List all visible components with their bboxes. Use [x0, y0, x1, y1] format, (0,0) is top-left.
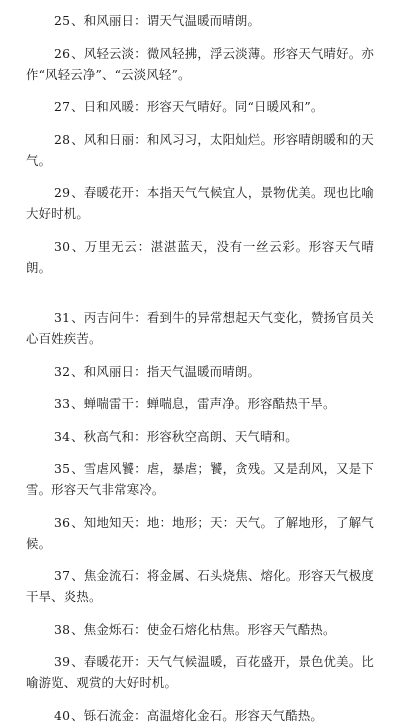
entry-definition: 高温熔化金石。形容天气酷热。: [146, 707, 324, 723]
idiom-entry: [44, 705, 374, 726]
idiom-entry: [26, 512, 374, 554]
entry-definition: 指天气温暖而晴朗。: [146, 363, 261, 379]
entry-number: 31: [54, 310, 71, 325]
entry-number-separator: 、: [71, 707, 84, 723]
entry-definition: 将金属、石头烧焦、熔化。形容天气极度干旱、炎热。: [26, 568, 374, 604]
entry-colon: ：: [134, 654, 147, 669]
entry-number: 28: [54, 131, 71, 147]
entry-definition: 看到牛的异常想起天气变化，赞扬官员关心百姓疾苦。: [26, 310, 374, 346]
entry-number: 26: [54, 45, 71, 61]
entry-number: 40: [54, 707, 71, 723]
entry-term: 蝉喘雷干: [83, 396, 135, 411]
entry-colon: ：: [134, 131, 147, 147]
entry-definition: 谓天气温暖而晴朗。: [146, 13, 261, 28]
entry-number: 34: [54, 428, 71, 444]
entry-number-separator: 、: [71, 363, 84, 379]
entry-number-separator: 、: [71, 99, 84, 114]
entry-number: 29: [54, 185, 71, 200]
entry-definition: 形容秋空高朗、天气晴和。: [146, 428, 298, 444]
entry-number-separator: 、: [71, 514, 84, 530]
entry-number-separator: 、: [71, 461, 84, 476]
entry-number-separator: 、: [71, 621, 84, 637]
entry-number: 25: [54, 13, 71, 28]
entry-number: 27: [54, 99, 71, 114]
entry-definition: 和风习习，太阳灿烂。形容晴朗暖和的天气。: [26, 131, 374, 168]
entry-definition: 本指天气气候宜人，景物优美。现也比喻大好时机。: [26, 185, 374, 221]
entry-number-separator: 、: [71, 654, 84, 669]
entry-colon: ：: [134, 514, 147, 530]
entry-colon: ：: [134, 13, 147, 28]
idiom-list-upper: [26, 10, 375, 278]
entry-term: 万里无云: [84, 238, 138, 254]
entry-term: 知地知天: [83, 514, 135, 530]
entry-colon: ：: [134, 185, 147, 200]
entry-number-separator: 、: [71, 396, 84, 411]
entry-definition: 天气气候温暖，百花盛开，景色优美。比喻游览、观赏的大好时机。: [26, 654, 374, 690]
entry-term: 春暖花开: [83, 654, 135, 669]
entry-definition: 虐，暴虐；饕，贪残。又是刮风，又是下雪。形容天气非常寒冷。: [26, 461, 374, 497]
entry-definition: 蝉喘息，雷声净。形容酷热干旱。: [146, 396, 336, 411]
entry-definition: 地：地形；天：天气。了解地形，了解气候。: [26, 514, 374, 551]
entry-term: 秋高气和: [83, 428, 135, 444]
entry-number-separator: 、: [71, 428, 84, 444]
idiom-entry: [44, 393, 374, 414]
entry-number: 38: [54, 621, 71, 637]
entry-colon: ：: [134, 707, 147, 723]
idiom-entry: [26, 651, 374, 693]
entry-number: 30: [54, 238, 71, 254]
entry-number-separator: 、: [71, 45, 84, 61]
entry-colon: ：: [134, 45, 147, 61]
entry-term: 风和日丽: [83, 131, 135, 147]
idiom-entry: [26, 236, 374, 278]
entry-term: 雪虐风饕: [83, 461, 135, 476]
entry-term: 和风丽日: [83, 363, 135, 379]
entry-colon: ：: [134, 310, 147, 325]
idiom-entry: [44, 96, 374, 117]
entry-colon: ：: [134, 396, 147, 411]
entry-definition: 使金石熔化枯焦。形容天气酷热。: [146, 621, 336, 637]
entry-term: 焦金流石: [83, 568, 135, 583]
entry-term: 风轻云淡: [83, 45, 135, 61]
section-gap: [44, 289, 374, 307]
entry-number-separator: 、: [71, 185, 84, 200]
entry-number: 35: [54, 461, 71, 476]
entry-term: 焦金烁石: [83, 621, 135, 637]
entry-colon: ：: [134, 568, 147, 583]
entry-number: 39: [54, 654, 71, 669]
entry-number: 36: [54, 514, 71, 530]
entry-number-separator: 、: [71, 13, 84, 28]
idiom-entry: [26, 43, 374, 85]
entry-definition: 微风轻拂，浮云淡薄。形容天气晴好。亦作“风轻云净”、“云淡风轻”。: [26, 45, 374, 82]
idiom-entry: [26, 458, 374, 500]
idiom-entry: [44, 619, 374, 640]
entry-number: 32: [54, 363, 71, 379]
entry-number-separator: 、: [71, 131, 84, 147]
idiom-entry: [26, 565, 374, 607]
entry-colon: ：: [134, 99, 147, 114]
entry-term: 丙吉问牛: [83, 310, 135, 325]
idiom-entry: [44, 361, 374, 382]
entry-colon: ：: [134, 363, 147, 379]
entry-number-separator: 、: [71, 310, 84, 325]
entry-number-separator: 、: [71, 238, 85, 254]
entry-number: 37: [54, 568, 71, 583]
idiom-entry: [44, 426, 374, 447]
entry-colon: ：: [134, 621, 147, 637]
entry-term: 和风丽日: [83, 13, 135, 28]
entry-definition: 湛湛蓝天，没有一丝云彩。形容天气晴朗。: [26, 238, 375, 275]
entry-definition: 形容天气晴好。同“日暖风和”。: [146, 99, 324, 114]
idiom-entry: [26, 129, 374, 171]
idiom-entry: [44, 10, 374, 31]
entry-number: 33: [54, 396, 71, 411]
idiom-entry: [26, 182, 374, 224]
idiom-list-lower: [26, 307, 374, 726]
entry-colon: ：: [134, 461, 147, 476]
entry-term: 铄石流金: [83, 707, 135, 723]
entry-number-separator: 、: [71, 568, 84, 583]
idiom-entry: [26, 307, 374, 349]
entry-colon: ：: [134, 428, 147, 444]
entry-colon: ：: [137, 238, 151, 254]
entry-term: 春暖花开: [83, 185, 135, 200]
entry-term: 日和风暖: [83, 99, 135, 114]
